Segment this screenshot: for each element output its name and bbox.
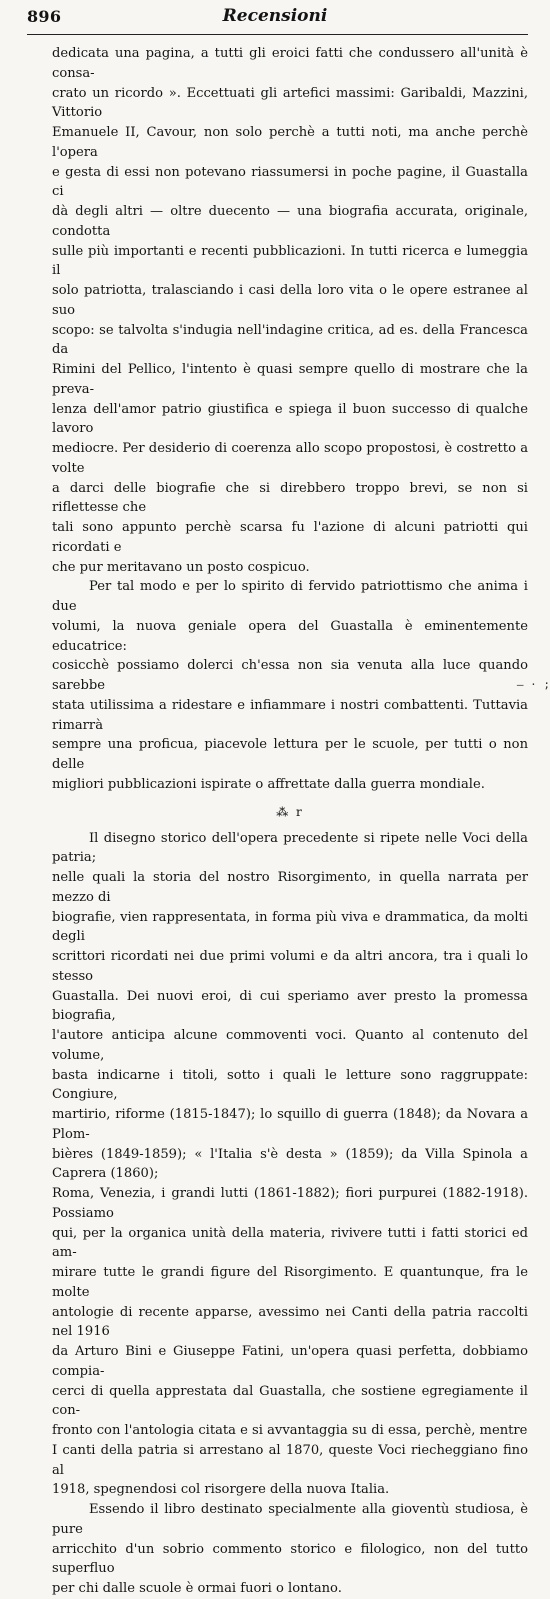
running-title: Recensioni: [222, 6, 328, 26]
paragraph-2: Per tal modo e per lo spirito di fervido patriottismo che anima i due volumi, la nuova geniale opera del Guastalla è eminentemente educatrice: cosicchè possiamo dolerci ch'essa non sia venuta alla luce quando sarebbe stata utilissima a ridestare e infiammare i nostri combattenti. Tuttavia rimarrà sempre una proficua, piacevole lettura per le scuole, per tutti o non delle migliori pubblicazioni ispirate o affrettate dalla guerra mondiale.: [52, 579, 528, 792]
paragraph-3: Il disegno storico dell'opera precedente si ripete nelle Voci della patria; nelle quali la storia del nostro Risorgimento, in quella narrata per mezzo di biografie, vien rappresentata, in forma più viva e drammatica, da molti degli scrittori ricordati nei due primi volumi e da altri ancora, tra i quali lo stesso Guastalla. Dei nuovi eroi, di cui speriamo aver presto la promessa biografia, l'autore anticipa alcune commoventi voci. Quanto al contenuto del volume, basta indicarne i titoli, sotto i quali le letture sono raggruppate: Congiure, martirio, riforme (1815-1847); lo squillo di guerra (1848); da Novara a Plom- bières (1849-1859); « l'Italia s'è desta » (1859); da Villa Spinola a Caprera (1860); Roma, Venezia, i grandi lutti (1861-1882); fiori purpurei (1882-1918). Possiamo qui, per la organica unità della materia, rivivere tutti i fatti storici ed am- mirare tutte le grandi figure del Risorgimento. E quantunque, fra le molte antologie di recente apparse, avessimo nei Canti della patria raccolti nel 1916 da Arturo Bini e Giuseppe Fatini, un'opera quasi perfetta, dobbiamo compia- cerci di quella apprestata dal Guastalla, che sostiene egregiamente il con- fronto con l'antologia citata e si avvantaggia su di essa, perchè, mentre I canti della patria si arrestano al 1870, queste Voci riecheggiano fino al 1918, spegnendosi col risorgere della nuova Italia.: [52, 830, 528, 1498]
paragraph-1: dedicata una pagina, a tutti gli eroici fatti che condussero all'unità è consa- crato un ricordo ». Eccettuati gli artefici massimi: Garibaldi, Mazzini, Vittorio Emanuele II, Cavour, non solo perchè a tutti noti, ma anche perchè l'opera e gesta di essi non potevano riassumersi in poche pagine, il Guastalla ci dà degli altri — oltre duecento — una biografia accurata, originale, condotta sulle più importanti e recenti pubblicazioni. In tutti ricerca e lumeggia il solo patriotta, tralasciando i casi della loro vita o le opere estranee al suo scopo: se talvolta s'indugia nell'indagine critica, ad es. della Francesca da Rimini del Pellico, l'intento è quasi sempre quello di mostrare che la preva- lenza dell'amor patrio giustifica e spiega il buon successo di qualche lavoro mediocre. Per desiderio di coerenza allo scopo propostosi, è costretto a volte a darci delle biografie che si direbbero troppo brevi, se non si riflettesse che tali sono appunto perchè scarsa fu l'azione di alcuni patriotti qui ricordati e che pur meritavano un posto cospicuo.: [52, 46, 528, 575]
review-body: [52, 44, 528, 1599]
header-rule: [27, 34, 528, 35]
section-separator: ⁂ r: [276, 804, 304, 819]
margin-mark: – · ;: [516, 678, 550, 691]
paragraph-4: Essendo il libro destinato specialmente alla gioventù studiosa, è pure arricchito d'un sobrio commento storico e filologico, non del tutto superfluo per chi dalle scuole è ormai fuori o lontano.: [52, 1502, 528, 1596]
page-number: 896: [27, 7, 62, 26]
